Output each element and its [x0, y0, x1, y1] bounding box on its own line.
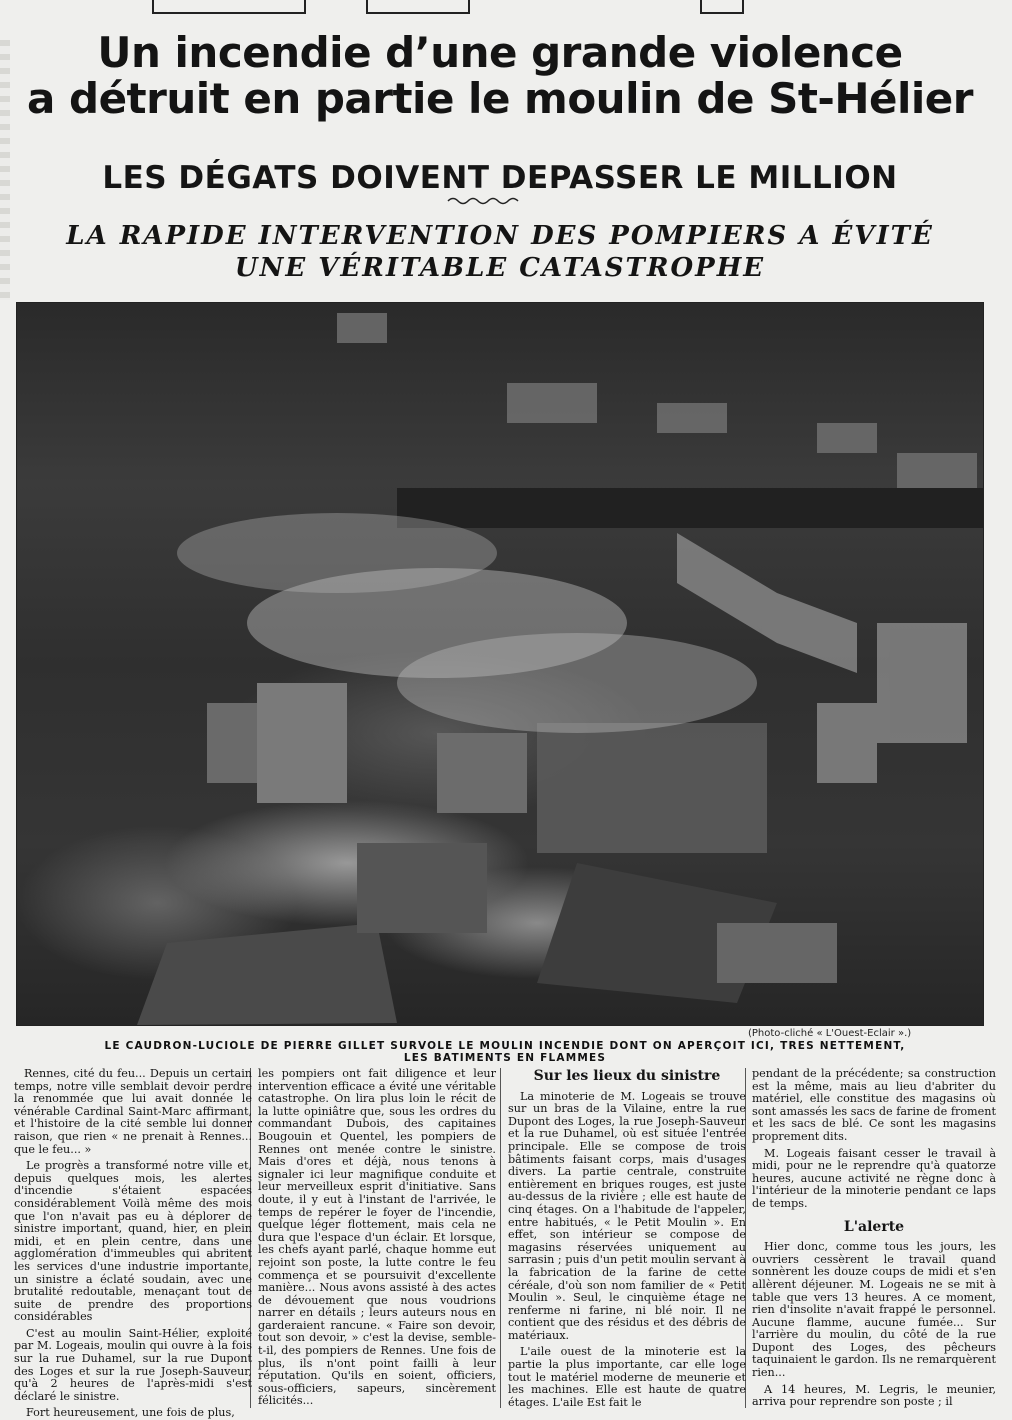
col1-paragraph: Fort heureusement, une fois de plus,: [26, 1406, 235, 1420]
section-heading-sur-les-lieux: Sur les lieux du sinistre: [533, 1068, 721, 1084]
caption-line-2: LES BATIMENTS EN FLAMMES: [403, 1052, 607, 1064]
aerial-photo: [16, 302, 984, 1026]
article-columns: [14, 1067, 998, 1420]
col3-paragraph: La minoterie de M. Logeais se trouve sur un bras de la Vilaine, entre la rue Dupont des Loges, la rue Joseph-Sauveur et la rue Duhamel, où est située l'entrée principale. Elle se compose de trois bâtiments faisant corps, mais d'usages divers. La partie centrale, construite entièrement en briques rouges, est juste au-dessus de la rivière ; elle est haute de cinq étages. On a l'habitude de l'appeler, entre habitués, « le Petit Moulin ». En effet, son intérieur se compose de magasins réservées uniquement au sarrasin ; puis d'un petit moulin servant à la fabrication de la farine de cette céréale, d'où son nom familier de « Petit Moulin ». Seul, le cinquième étage ne renferme ni farine, ni blé noir. Il ne contient que des résidus et des débris de matériaux.: [508, 1089, 746, 1342]
squiggle-divider: [448, 196, 518, 206]
cutoff-box-mid: [366, 0, 470, 14]
col1-paragraph: C'est au moulin Saint-Hélier, exploité par M. Logeais, moulin qui ouvre à la fois sur la rue Duhamel, sur la rue Dupont des Loges et sur la rue Joseph-Sauveur, qu'à 2 heures de l'après-midi s'est déclaré le sinistre.: [14, 1326, 252, 1403]
article-column-1: [14, 1067, 252, 1420]
photo-credit: (Photo-cliché « L'Ouest-Eclair ».): [748, 1028, 912, 1039]
article-column-4: [752, 1068, 996, 1408]
headline: [0, 30, 1000, 122]
cutoff-box-right: [700, 0, 744, 14]
railway-band: [397, 488, 983, 528]
col3-paragraph: L'aile ouest de la minoterie est la partie la plus importante, car elle loge tout le matériel moderne de meunerie et les machines. Elle est haute de quatre étages. L'aile Est fait le: [508, 1345, 746, 1409]
article-column-3: [508, 1068, 746, 1408]
kicker: [0, 220, 1000, 284]
col1-paragraph: Le progrès a transformé notre ville et, depuis quelques mois, les alertes d'incendie s'étaient espacées considérablement Voilà même des mois que l'on n'avait pas eu à déplorer de sinistre important, quand, hier, en plein midi, et en plein centre, dans une agglomération d'immeubles qui abritent les services d'une industrie importante, un sinistre a éclaté soudain, avec une brutalité redoutable, menaçant tout de suite de prendre des proportions considérables: [14, 1159, 252, 1324]
col4b-paragraph: A 14 heures, M. Legris, le meunier, arriva pour reprendre son poste ; il: [752, 1382, 996, 1409]
top-cutoff-strip: [0, 0, 1012, 28]
cutoff-box-left: [152, 0, 306, 14]
col4-paragraph: pendant de la précédente; sa construction est la même, mais au lieu d'abriter du matériel, elle constitue des magasins où sont amassés les sacs de farine de froment et les sacs de blé. Ce sont les magasins proprement dits.: [752, 1067, 996, 1143]
col1-paragraph: Rennes, cité du feu... Depuis un certain temps, notre ville semblait devoir perdre la renommée que lui avait donnée le vénérable Cardinal Saint-Marc affirmant, et l'histoire de la cité semble lui donner raison, que rien « ne prenait à Rennes... que le feu... »: [14, 1067, 252, 1156]
col4b-paragraph: Hier donc, comme tous les jours, les ouvriers cessèrent le travail quand sonnèrent les douze coups de midi et s'en allèrent déjeuner. M. Logeais ne se mit à table que vers 13 heures. A ce moment, rien d'insolite n'avait frappé le personnel. Aucune flamme, aucune fumée... Sur l'arrière du moulin, du côté de la rue Dupont des Loges, des pêcheurs taquinaient le gardon. Ils ne remarquèrent rien...: [752, 1240, 996, 1380]
caption-line-1: LE CAUDRON-LUCIOLE DE PIERRE GILLET SURVOLE LE MOULIN INCENDIE DONT ON APERÇOIT ICI, TRES NETTEMENT,: [104, 1040, 906, 1052]
col4-paragraph: M. Logeais faisant cesser le travail à midi, pour ne le reprendre qu'à quatorze heures, aucune activité ne règne donc à l'intérieur de la minoterie pendant ce laps de temps.: [752, 1146, 996, 1210]
buildings-bottom: [137, 843, 837, 1025]
photo-caption: [10, 1040, 1000, 1064]
headline-line-1: Un incendie d’une grande violence: [97, 28, 903, 77]
subheadline: LES DÉGATS DOIVENT DEPASSER LE MILLION: [102, 160, 898, 196]
kicker-line-1: LA RAPIDE INTERVENTION DES POMPIERS A ÉVITÉ: [66, 221, 934, 251]
aerial-photo-illustration: [17, 303, 983, 1025]
section-heading-alerte: L'alerte: [843, 1218, 905, 1235]
headline-line-2: a détruit en partie le moulin de St-Hélier: [27, 74, 973, 123]
article-column-2: [258, 1068, 496, 1408]
buildings-top: [337, 313, 977, 488]
col2-paragraph: les pompiers ont fait diligence et leur intervention efficace a évité une véritable catastrophe. On lira plus loin le récit de la lutte opiniâtre que, sous les ordres du commandant Dubois, des capitaines Bougouin et Quentel, les pompiers de Rennes ont menée contre le sinistre. Mais d'ores et déjà, nous tenons à signaler ici leur magnifique conduite et leur merveilleux esprit d'initiative. Sans doute, il y eut à l'instant de l'arrivée, le temps de repérer le foyer de l'incendie, quelque léger flottement, mais cela ne dura que l'espace d'un éclair. Et lorsque, les chefs ayant parlé, chaque homme eut rejoint son poste, la lutte contre le feu commença et se poursuivit d'excellente manière... Nous avons assisté à des actes de dévouement que nous voudrions narrer en détails ; leurs auteurs nous en garderaient rancune. « Faire son devoir, tout son devoir, » c'est la devise, semble-t-il, des pompiers de Rennes. Une fois de plus, ils n'ont point failli à leur réputation. Qu'ils en soient, officiers, sous-officiers, sapeurs, sincèrement félicités...: [258, 1067, 496, 1408]
kicker-line-2: UNE VÉRITABLE CATASTROPHE: [234, 253, 766, 283]
